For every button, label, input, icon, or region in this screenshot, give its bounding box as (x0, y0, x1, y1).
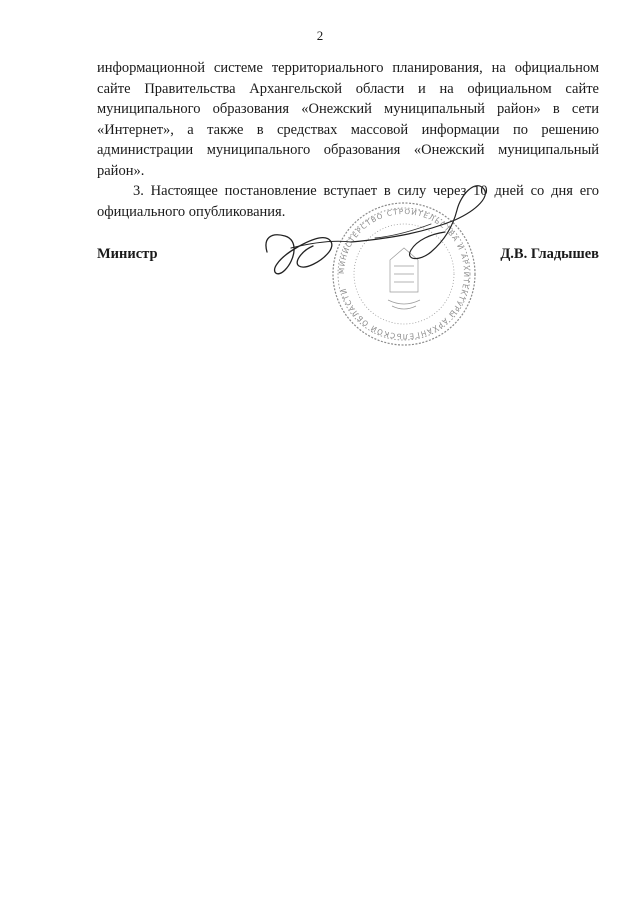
page-number: 2 (316, 28, 324, 43)
seal-ring-text: МИНИСТЕРСТВО СТРОИТЕЛЬСТВА И АРХИТЕКТУРЫ АРХАНГЕЛЬСКОЙ ОБЛАСТИ (336, 206, 472, 342)
signer-title: Министр (97, 246, 158, 262)
signature-block (97, 246, 599, 270)
signer-name: Д.В. Гладышев (500, 246, 599, 262)
continuation-paragraph: информационной системе территориального планирования, на официальном сайте Правительства Архангельской области и на официальном сайте муниципального образования «Онежский муниципальный район» в сети «Интернет», а также в средствах массовой информации по решению администрации муниципального образования «Онежский муниципальный район». (97, 60, 599, 179)
clause-3-paragraph: 3. Настоящее постановление вступает в силу через 10 дней со дня его официального опубликования. (97, 183, 599, 220)
handwritten-signature (255, 180, 505, 290)
